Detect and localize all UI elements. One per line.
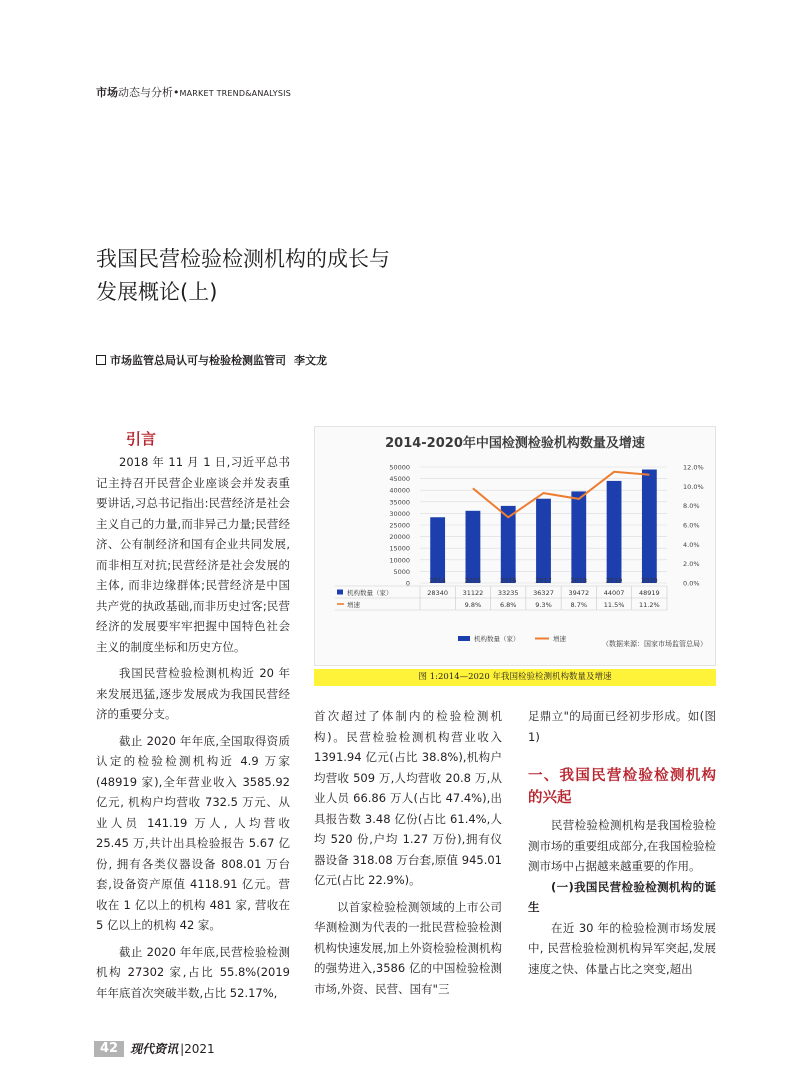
col3-paragraph-2: 民营检验检测机构是我国检验检测市场的重要组成部分,在我国检验检测市场中占据越来越重要的作用。 [528, 818, 716, 873]
legend-bar-swatch [458, 636, 470, 641]
chart-left-axis [389, 464, 410, 588]
col2-paragraph-1: 首次超过了体制内的检验检测机构)。民营检验检测机构营业收入 1391.94 亿元(占比 38.8%),机构户均营收 509 万,人均营收 20.8 万,从业人员 66.86 万人(占比 47.4%),出具报告数 3.48 亿份(占比 61.4%,人均 520 份,户均 1.27 万份),拥有仪器设备 318.08 万台套,原值 945.01 亿元(占比 22.9%)。 [314, 709, 502, 887]
title-line-2: 发展概论(上) [96, 280, 218, 304]
intro-heading: 引言 [126, 430, 157, 448]
table-bar-key [337, 590, 343, 595]
article-title [96, 243, 516, 309]
category-label: 2014 [429, 576, 446, 585]
header-section-en: MARKET TREND&ANALYSIS [179, 89, 291, 98]
bar [466, 511, 481, 583]
left-axis-tick-label: 0 [405, 579, 410, 588]
section-header [96, 84, 291, 100]
table-cell-growth: 9.8% [464, 601, 482, 609]
left-axis-tick-label: 10000 [389, 556, 410, 565]
page-number: 42 [94, 1041, 124, 1057]
left-axis-tick-label: 30000 [389, 509, 410, 518]
figure-caption: 图 1:2014—2020 年我国检验检测机构数量及增速 [314, 669, 716, 686]
header-section-rest: 动态与分析 [118, 86, 173, 99]
right-axis-tick-label: 12.0% [683, 463, 704, 472]
table-cell-count: 36327 [533, 589, 554, 597]
legend-bar-label: 机构数量（家） [474, 635, 520, 643]
left-axis-tick-label: 5000 [393, 567, 410, 576]
legend-line-label: 增速 [553, 635, 566, 643]
category-label: 2015 [464, 576, 482, 585]
right-axis-tick-label: 0.0% [683, 579, 700, 588]
square-bullet-icon [96, 355, 106, 365]
right-axis-tick-label: 6.0% [683, 521, 700, 530]
category-label: 2017 [535, 576, 552, 585]
table-cell-count: 28340 [427, 589, 448, 597]
category-label: 2020 [641, 576, 658, 585]
right-axis-tick-label: 4.0% [683, 540, 700, 549]
page-footer [94, 1040, 215, 1057]
bar [430, 517, 445, 583]
col2-paragraph-2: 以首家检验检测领域的上市公司华测检测为代表的一批民营检验检测机构快速发展,加上外资检验检测机构的强势进入,3586 亿的中国检验检测市场,外资、民营、国有"三 [314, 899, 502, 996]
table-row-header: 增速 [347, 601, 360, 609]
table-cell-count: 33235 [497, 589, 519, 597]
left-axis-tick-label: 35000 [389, 498, 410, 507]
table-cell-count: 48919 [639, 589, 660, 597]
header-section-bold: 市场 [96, 86, 118, 99]
bar [536, 499, 551, 583]
category-label: 2019 [605, 576, 623, 585]
col3-paragraph-3: 在近 30 年的检验检测市场发展中, 民营检验检测机构异军突起,发展速度之快、体量占比之突变,超出 [528, 920, 716, 976]
magazine-name: 现代资讯 [130, 1042, 179, 1056]
chart-right-axis [683, 464, 704, 588]
left-axis-tick-label: 40000 [389, 486, 410, 495]
left-axis-tick-label: 15000 [389, 544, 410, 553]
table-row-header: 机构数量（家） [347, 589, 393, 597]
chart-source-note: （数据来源：国家市场监管总局） [602, 640, 707, 648]
author-line [96, 352, 327, 368]
header-separator: • [173, 86, 180, 99]
table-cell-growth: 11.2% [639, 601, 660, 609]
left-axis-tick-label: 45000 [389, 475, 410, 484]
table-cell-count: 39472 [568, 589, 590, 597]
title-line-1: 我国民营检验检测机构的成长与 [96, 247, 390, 271]
chart-legend [458, 634, 567, 643]
footer-year: 2021 [184, 1041, 215, 1056]
left-axis-tick-label: 25000 [389, 521, 410, 530]
bar [607, 481, 622, 583]
category-label: 2018 [570, 576, 588, 585]
footer-separator: | [180, 1041, 185, 1056]
column-1 [96, 452, 290, 1003]
chart-data-table [335, 577, 667, 611]
chart-figure [314, 426, 716, 666]
left-axis-tick-label: 20000 [389, 533, 410, 542]
category-label: 2016 [499, 576, 517, 585]
chart-bars [430, 470, 657, 583]
subsection-1-heading: (一)我国民营检验检测机构的诞生 [528, 879, 716, 914]
col3-paragraph-1: 足鼎立"的局面已经初步形成。如(图 1) [528, 709, 716, 744]
left-axis-tick-label: 50000 [389, 463, 410, 472]
col1-paragraph-2: 我国民营检验检测机构近 20 年来发展迅猛,逐步发展成为我国民营经济的重要分支。 [96, 666, 290, 721]
chart-title: 2014-2020年中国检测检验机构数量及增速 [385, 436, 645, 451]
bar [642, 470, 657, 583]
table-cell-growth: 8.7% [570, 601, 588, 609]
col1-paragraph-1: 2018 年 11 月 1 日,习近平总书记主持召开民营企业座谈会并发表重要讲话,习总书记指出:民营经济是社会主义自己的力量,而非异己力量;民营经济、公有制经济和国有企业共同发展,而非相互对抗;民营经济是社会发展的主体, 而非边缘群体;民营经济是中国共产党的执政基础,而非历史过客;民营经济的发展要牢牢把握中国特色社会主义的制度坐标和历史方位。 [96, 455, 290, 654]
right-axis-tick-label: 8.0% [683, 502, 700, 511]
table-cell-count: 44007 [603, 589, 625, 597]
bar [571, 491, 586, 583]
chart-svg [315, 427, 715, 665]
table-cell-growth: 11.5% [603, 601, 625, 609]
right-axis-tick-label: 10.0% [683, 482, 704, 491]
col1-paragraph-3: 截止 2020 年年底,全国取得资质认定的检验检测机构近 4.9 万家(48919 家),全年营业收入 3585.92 亿元, 机构户均营收 732.5 万元、从业人员 141.19 万人, 人均营收 25.45 万,共计出具检验报告 5.67 亿份, 拥有各类仪器设备 808.01 万台套,设备资产原值 4118.91 亿元。营收在 1 亿以上的机构 481 家, 营收在 5 亿以上的机构 42 家。 [96, 733, 290, 932]
table-cell-count: 31122 [462, 589, 484, 597]
column-2 [314, 706, 502, 999]
section-1-heading: 一、我国民营检验检测机构的兴起 [528, 768, 716, 806]
author-org: 市场监管总局认可与检验检测监管司 [110, 354, 286, 367]
table-cell-growth: 6.8% [499, 601, 517, 609]
col1-paragraph-4: 截止 2020 年年底,民营检验检测机构 27302 家,占比 55.8%(2019 年年底首次突破半数,占比 52.17%, [96, 944, 290, 1000]
table-cell-growth: 9.3% [535, 601, 552, 609]
right-axis-tick-label: 2.0% [683, 560, 700, 569]
column-3 [528, 706, 716, 979]
author-name: 李文龙 [294, 354, 327, 367]
